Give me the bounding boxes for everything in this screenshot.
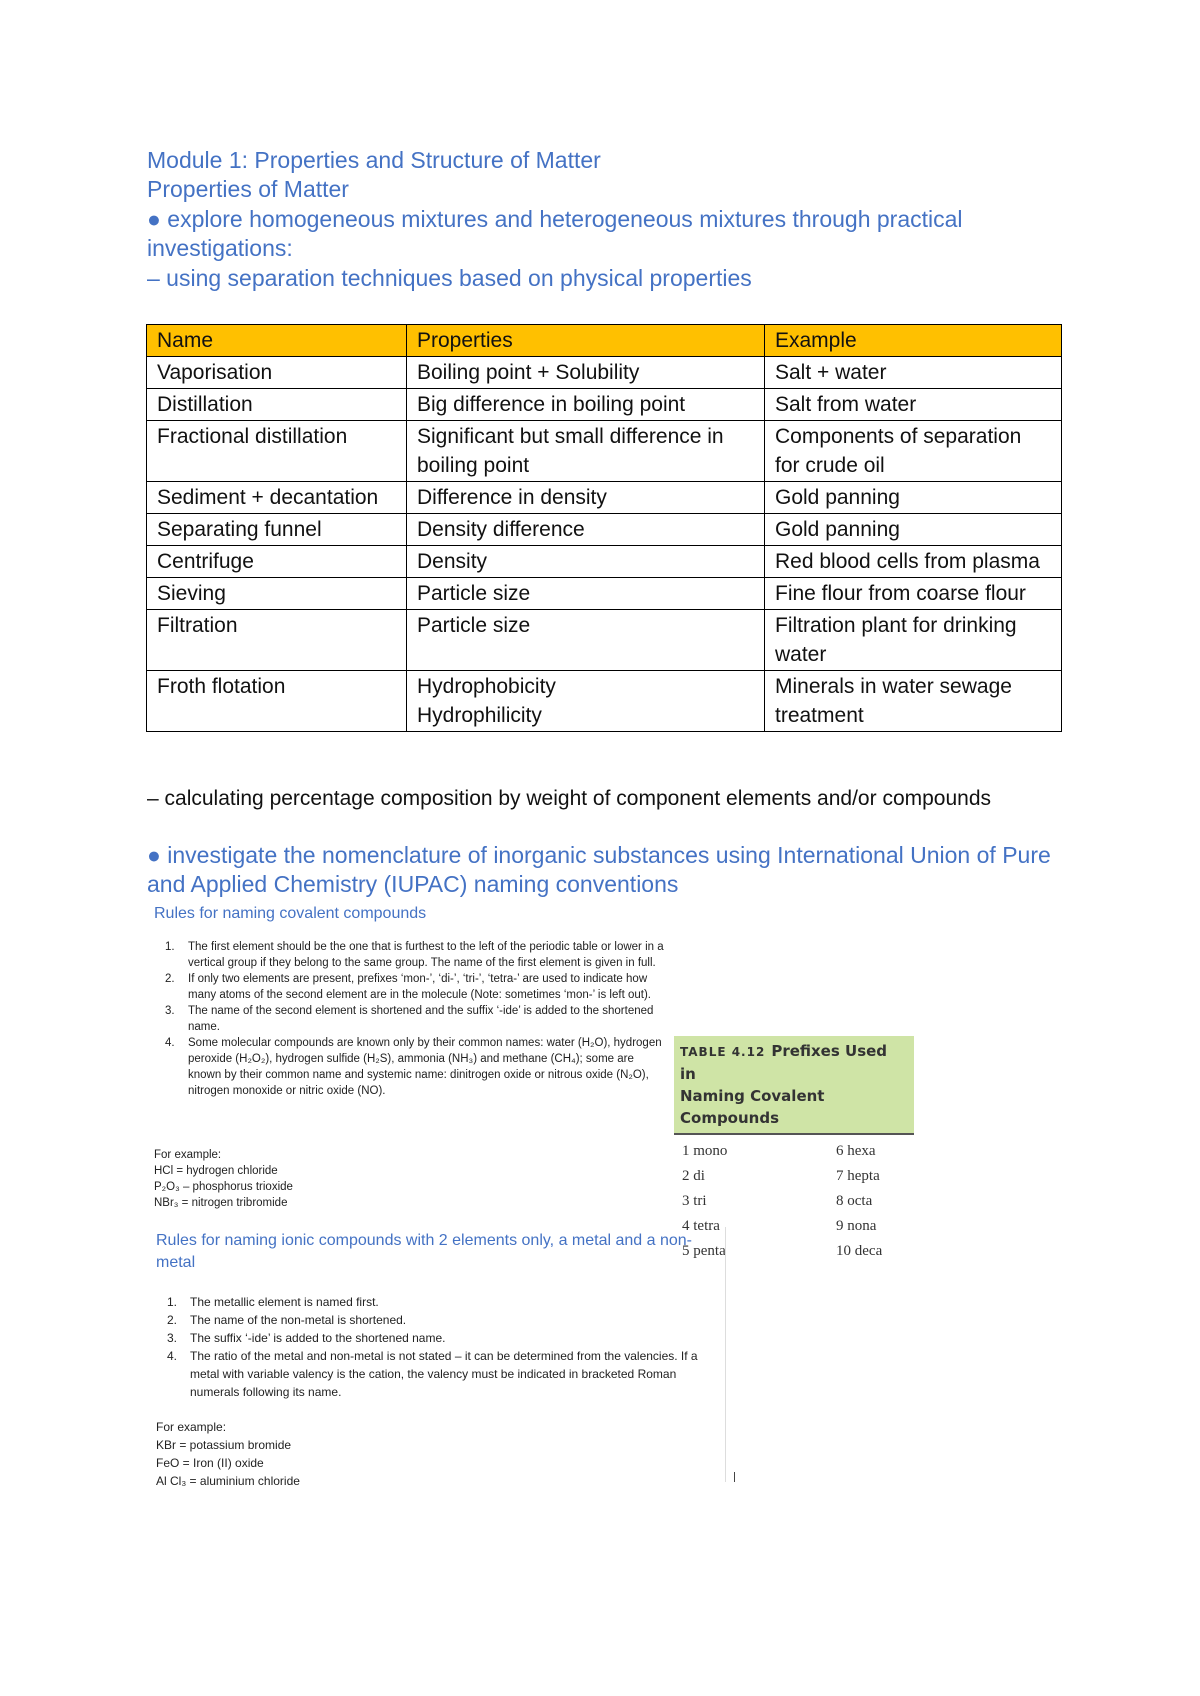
separation-table-container bbox=[146, 324, 1062, 732]
example-line: KBr = potassium bromide bbox=[156, 1438, 292, 1452]
separation-subheading: – using separation techniques based on physical properties bbox=[147, 265, 752, 291]
header-example: Example bbox=[765, 325, 1062, 357]
cell-properties: Big difference in boiling point bbox=[407, 389, 765, 421]
rule-number: 2. bbox=[167, 1313, 178, 1327]
cell-properties: Density bbox=[407, 546, 765, 578]
iupac-heading: ● investigate the nomenclature of inorganic substances using International Union of Pure and Applied Chemistry (IUPAC) naming conventions bbox=[147, 842, 1051, 897]
cell-example-line: Minerals in water sewage bbox=[775, 675, 1012, 698]
list-item bbox=[160, 1035, 664, 1099]
rule-text: Some molecular compounds are known only by their common names: water (H₂O), hydrogen peroxide (H₂O₂), hydrogen sulfide (H₂S), ammonia (NH₃) and methane (CH₄); some are known by their common name and systemic name: dinitrogen oxide or nitrous oxide (N₂O), nitrogen monoxide or nitric oxide (NO). bbox=[188, 1037, 662, 1097]
table-row bbox=[147, 610, 1062, 671]
cell-name: Centrifuge bbox=[147, 546, 407, 578]
prefix-cell: 7 hepta bbox=[836, 1168, 880, 1184]
rule-text: If only two elements are present, prefixes ‘mon-’, ‘di-’, ‘tri-’, ‘tetra-’ are used to indicate how many atoms of the second element are in the molecule (Note: sometimes ‘mon-’ is left out). bbox=[188, 973, 651, 1001]
text-cursor-mark bbox=[734, 1472, 735, 1482]
table-row bbox=[147, 514, 1062, 546]
bullet-explore-line1: ● explore homogeneous mixtures and heterogeneous mixtures through practical bbox=[147, 206, 963, 232]
rule-text: The ratio of the metal and non-metal is not stated – it can be determined from the valencies. If a metal with variable valency is the cation, the valency must be indicated in bracketed Roman numerals following its name. bbox=[190, 1349, 698, 1399]
cell-example: Gold panning bbox=[765, 482, 1062, 514]
cell-properties: Density difference bbox=[407, 514, 765, 546]
table-row bbox=[147, 389, 1062, 421]
cell-name: Fractional distillation bbox=[147, 421, 407, 482]
cell-properties: Boiling point + Solubility bbox=[407, 357, 765, 389]
cell-name bbox=[147, 671, 407, 732]
list-item bbox=[160, 971, 664, 1003]
covalent-examples bbox=[154, 1147, 293, 1211]
cell-example: Filtration plant for drinking water bbox=[765, 610, 1062, 671]
table-row bbox=[147, 671, 1062, 732]
table-row bbox=[147, 482, 1062, 514]
rule-text: The suffix ‘-ide’ is added to the shortened name. bbox=[190, 1331, 446, 1345]
header-properties: Properties bbox=[407, 325, 765, 357]
percentage-composition-line: – calculating percentage composition by weight of component elements and/or compounds bbox=[147, 787, 992, 810]
cell-name: Vaporisation bbox=[147, 357, 407, 389]
ionic-rules-title: Rules for naming ionic compounds with 2 elements only, a metal and a non-metal bbox=[156, 1232, 692, 1271]
cell-name: Filtration bbox=[147, 610, 407, 671]
cell-name-text: Froth flotation bbox=[157, 675, 286, 698]
cell-example: Gold panning bbox=[765, 514, 1062, 546]
prefix-cell: 3 tri bbox=[682, 1193, 707, 1209]
separation-techniques-table bbox=[146, 324, 1062, 732]
rule-number: 1. bbox=[167, 1295, 178, 1309]
list-item bbox=[162, 1329, 722, 1347]
cell-example: Salt from water bbox=[765, 389, 1062, 421]
list-item bbox=[162, 1347, 722, 1401]
rule-number: 4. bbox=[167, 1349, 178, 1363]
bullet-explore-line2: investigations: bbox=[147, 235, 293, 261]
cell-name: Sediment + decantation bbox=[147, 482, 407, 514]
rule-text: The name of the non-metal is shortened. bbox=[190, 1313, 407, 1327]
cell-properties: Particle size bbox=[407, 578, 765, 610]
ionic-rules-list bbox=[162, 1293, 722, 1401]
rule-text: The name of the second element is shortened and the suffix ‘-ide’ is added to the shortened name. bbox=[188, 1005, 654, 1033]
example-line: Al Cl₃ = aluminium chloride bbox=[156, 1474, 300, 1488]
example-line: HCl = hydrogen chloride bbox=[154, 1165, 278, 1177]
cell-properties bbox=[407, 671, 765, 732]
list-item bbox=[160, 1003, 664, 1035]
cell-example: Salt + water bbox=[765, 357, 1062, 389]
rule-number: 3. bbox=[165, 1005, 175, 1017]
covalent-rules-list bbox=[160, 939, 664, 1099]
module-title: Module 1: Properties and Structure of Matter bbox=[147, 147, 601, 173]
prefix-table-title-line2: Naming Covalent Compounds bbox=[680, 1087, 825, 1127]
list-item bbox=[160, 939, 664, 971]
prefix-table-tag: TABLE 4.12 bbox=[680, 1045, 766, 1059]
cell-properties: Significant but small difference in boiling point bbox=[407, 421, 765, 482]
cell-name: Separating funnel bbox=[147, 514, 407, 546]
example-line: For example: bbox=[154, 1149, 222, 1161]
prefix-cell: 9 nona bbox=[836, 1218, 877, 1234]
rule-text: The first element should be the one that is furthest to the left of the periodic table or lower in a vertical group if they belong to the same group. The name of the first element is given in full. bbox=[188, 941, 664, 969]
section-title: Properties of Matter bbox=[147, 176, 349, 202]
cell-name: Sieving bbox=[147, 578, 407, 610]
prefix-cell: 10 deca bbox=[836, 1243, 883, 1259]
rule-text: The metallic element is named first. bbox=[190, 1295, 379, 1309]
table-row bbox=[147, 546, 1062, 578]
example-line: For example: bbox=[156, 1420, 227, 1434]
list-item bbox=[162, 1311, 722, 1329]
cell-example-line: treatment bbox=[775, 704, 864, 727]
example-line: NBr₃ = nitrogen tribromide bbox=[154, 1197, 288, 1209]
cell-name: Distillation bbox=[147, 389, 407, 421]
prefix-cell: 6 hexa bbox=[836, 1143, 876, 1159]
covalent-rules-title: Rules for naming covalent compounds bbox=[154, 905, 427, 922]
rule-number: 4. bbox=[165, 1037, 175, 1049]
table-row bbox=[147, 421, 1062, 482]
rule-number: 3. bbox=[167, 1331, 178, 1345]
ionic-examples bbox=[156, 1418, 300, 1490]
prefix-cell: 2 di bbox=[682, 1168, 705, 1184]
cell-example: Fine flour from coarse flour bbox=[765, 578, 1062, 610]
cell-example: Red blood cells from plasma bbox=[765, 546, 1062, 578]
prefix-table-title bbox=[674, 1036, 914, 1135]
rule-number: 1. bbox=[165, 941, 175, 953]
example-line: FeO = Iron (II) oxide bbox=[156, 1456, 264, 1470]
prefix-cell: 1 mono bbox=[682, 1143, 728, 1159]
table-row bbox=[147, 357, 1062, 389]
rule-number: 2. bbox=[165, 973, 175, 985]
example-line: P₂O₃ – phosphorus trioxide bbox=[154, 1181, 293, 1193]
cell-properties: Difference in density bbox=[407, 482, 765, 514]
cell-example bbox=[765, 671, 1062, 732]
prefix-table-title-line1: Prefixes Used in bbox=[680, 1042, 888, 1083]
prefix-cell: 4 tetra bbox=[682, 1218, 720, 1234]
prefix-cell: 8 octa bbox=[836, 1193, 873, 1209]
cell-properties-line: Hydrophilicity bbox=[417, 704, 542, 727]
header-name: Name bbox=[147, 325, 407, 357]
prefix-cell: 5 penta bbox=[682, 1243, 726, 1259]
table-row bbox=[147, 578, 1062, 610]
cell-properties-line: Hydrophobicity bbox=[417, 675, 556, 698]
list-item bbox=[162, 1293, 722, 1311]
table-header-row bbox=[147, 325, 1062, 357]
cell-properties: Particle size bbox=[407, 610, 765, 671]
cell-example: Components of separation for crude oil bbox=[765, 421, 1062, 482]
